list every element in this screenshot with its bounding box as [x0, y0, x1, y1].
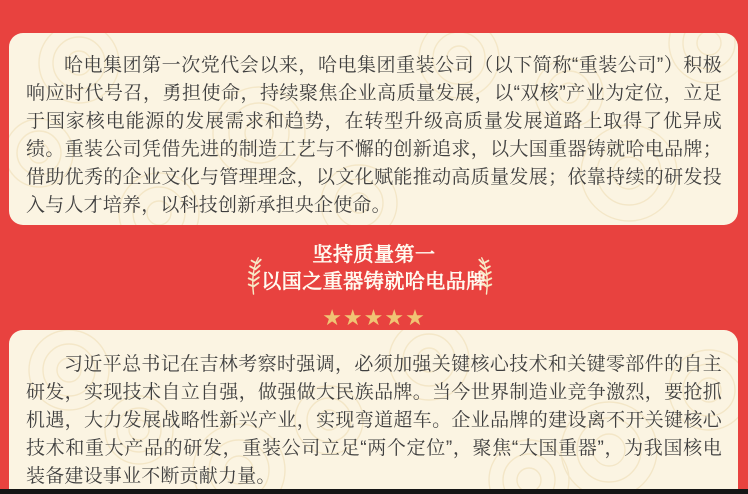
- quote-paragraph: 习近平总书记在吉林考察时强调，必须加强关键核心技术和关键零部件的自主研发，实现技术自立自强，做强做大民族品牌。当今世界制造业竞争激烈，要抢抓机遇，大力发展战略性新兴产业，实现弯道超车。企业品牌的建设离不开关键核心技术和重大产品的研发，重装公司立足“两个定位”，聚焦“大国重器”，为我国核电装备建设事业不断贡献力量。: [26, 354, 722, 487]
- wheat-branch-left-icon: [245, 254, 263, 296]
- quote-card: [9, 330, 738, 489]
- slogan-banner: [0, 225, 748, 330]
- five-star-rating: ★★★★★: [322, 305, 426, 330]
- banner-heading-line1: 坚持质量第一: [312, 244, 436, 266]
- wheat-branch-right-icon: [477, 254, 495, 296]
- intro-paragraph: 哈电集团第一次党代会以来，哈电集团重装公司（以下简称“重装公司”）积极响应时代号召，勇担使命，持续聚焦企业高质量发展，以“双核”产业为定位，立足于国家核电能源的发展需求和趋势，在转型升级高质量发展道路上取得了优异成绩。重装公司凭借先进的制造工艺与不懈的创新追求，以大国重器铸就哈电品牌；借助优秀的企业文化与管理理念，以文化赋能推动高质量发展；依靠持续的研发投入与人才培养，以科技创新承担央企使命。: [26, 55, 722, 216]
- banner-heading-line2: 以国之重器铸就哈电品牌: [261, 271, 487, 293]
- bottom-edge-bar: [0, 489, 748, 494]
- intro-card: [9, 33, 738, 225]
